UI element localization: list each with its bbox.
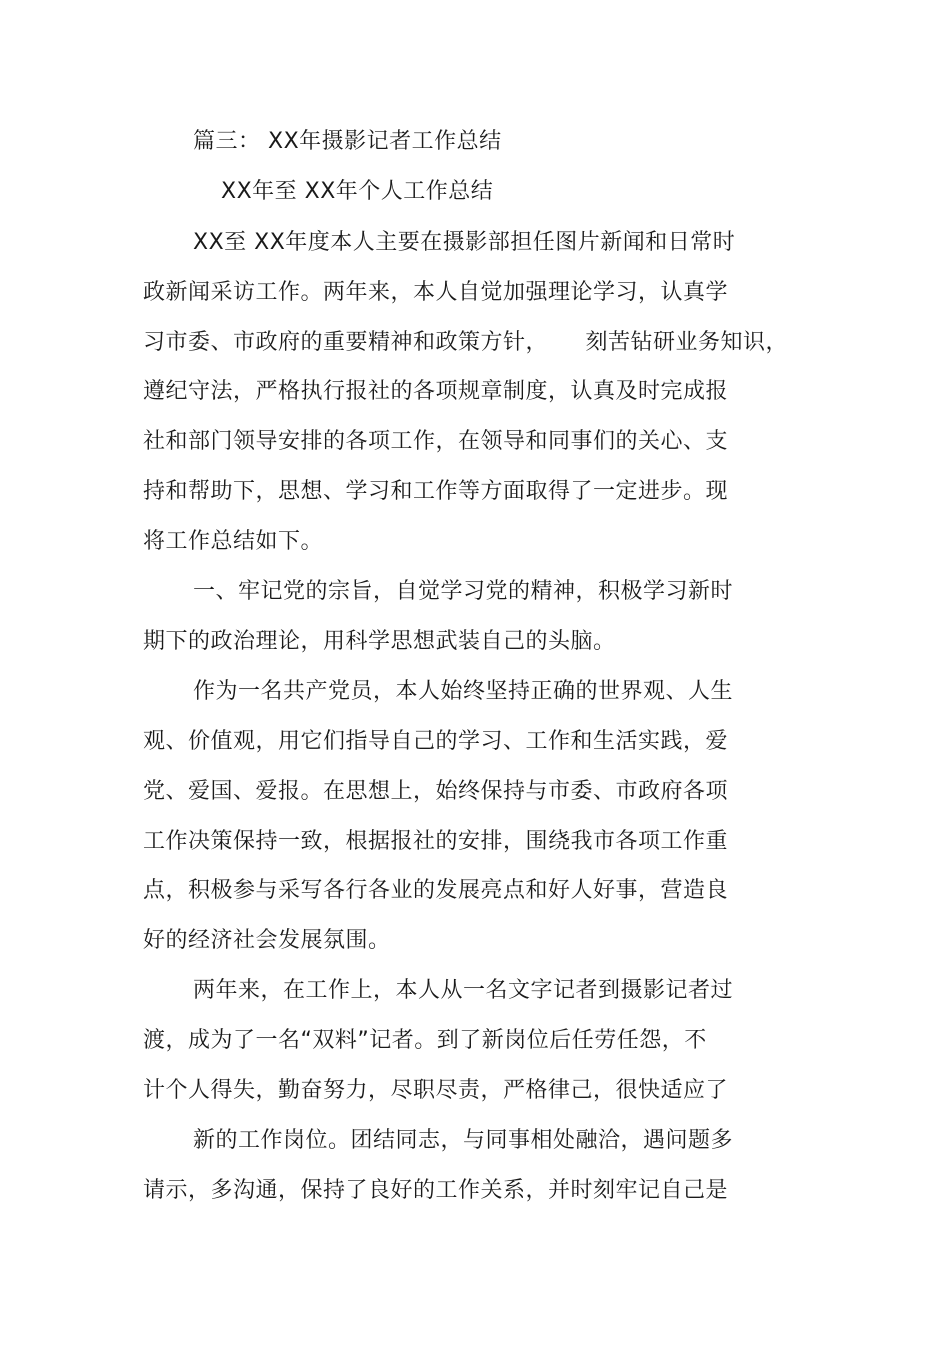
paragraph-line: 工作决策保持一致，根据报社的安排，围绕我市各项工作重	[143, 829, 729, 854]
paragraph-line: 习市委、市政府的重要精神和政策方针， 刻苦钻研业务知识，	[143, 330, 788, 355]
paragraph-line: XX至 XX年度本人主要在摄影部担任图片新闻和日常时	[193, 230, 736, 255]
paragraph-line: 作为一名共产党员，本人始终坚持正确的世界观、人生	[193, 679, 734, 704]
paragraph-line: 两年来，在工作上，本人从一名文字记者到摄影记者过	[193, 978, 734, 1003]
paragraph-line: 遵纪守法，严格执行报社的各项规章制度，认真及时完成报	[143, 379, 729, 404]
paragraph-line: 社和部门领导安排的各项工作，在领导和同事们的关心、支	[143, 429, 729, 454]
paragraph-line: 党、爱国、爱报。在思想上，始终保持与市委、市政府各项	[143, 779, 729, 804]
paragraph-line: 计个人得失，勤奋努力，尽职尽责，严格律己，很快适应了	[143, 1078, 729, 1103]
paragraph-line: 好的经济社会发展氛围。	[143, 928, 391, 953]
document-subheading: XX年至 XX年个人工作总结	[221, 179, 494, 204]
paragraph-line: 新的工作岗位。团结同志，与同事相处融洽，遇问题多	[193, 1128, 734, 1153]
document-heading: 篇三： XX年摄影记者工作总结	[193, 129, 502, 154]
paragraph-line: 持和帮助下，思想、学习和工作等方面取得了一定进步。现	[143, 479, 729, 504]
paragraph-line: 请示，多沟通，保持了良好的工作关系，并时刻牢记自己是	[143, 1178, 729, 1203]
paragraph-line: 渡，成为了一名“双料”记者。到了新岗位后任劳任怨，不	[143, 1028, 707, 1053]
paragraph-line: 一、牢记党的宗旨，自觉学习党的精神，积极学习新时	[193, 579, 734, 604]
paragraph-line: 政新闻采访工作。两年来，本人自觉加强理论学习，认真学	[143, 280, 729, 305]
paragraph-line: 期下的政治理论，用科学思想武装自己的头脑。	[143, 629, 616, 654]
paragraph-line: 将工作总结如下。	[143, 529, 324, 554]
paragraph-line: 观、价值观，用它们指导自己的学习、工作和生活实践，爱	[143, 729, 729, 754]
paragraph-line: 点，积极参与采写各行各业的发展亮点和好人好事，营造良	[143, 878, 729, 903]
